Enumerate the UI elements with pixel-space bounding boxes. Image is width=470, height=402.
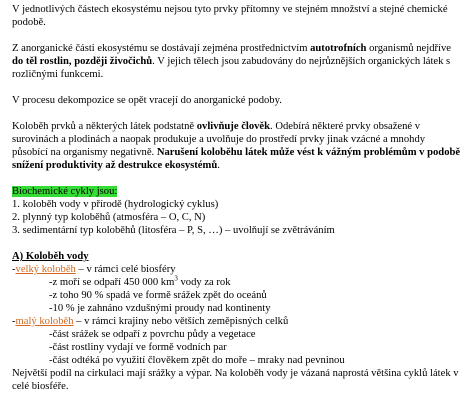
cycle-item: 1. koloběh vody v přírodě (hydrologický cyklus) xyxy=(12,199,219,210)
small-cycle-item: -část odtéká po využití člověkem zpět do moře – mraky nad pevninou xyxy=(49,355,345,366)
text: -z moří se odpaří 450 000 km xyxy=(49,277,175,288)
paragraph-decomposition: V procesu dekompozice se opět vracejí do anorganické podoby. xyxy=(12,95,282,106)
bold-text: ovlivňuje člověk xyxy=(196,121,271,132)
cycle-item: 3. sedimentární typ koloběhů (litosféra – P, S, …) – uvolňují se zvětráváním xyxy=(12,225,335,236)
text: vody za rok xyxy=(177,277,231,288)
text: – v rámci krajiny nebo větších zeměpisných celků xyxy=(73,316,289,327)
paragraph-intro: V jednotlivých částech ekosystému nejsou tyto prvky přítomny ve stejném množství a stejné chemické podobě. xyxy=(12,4,448,28)
big-cycle-line xyxy=(12,263,462,276)
highlighted-heading: Biochemické cykly jsou: xyxy=(12,186,118,197)
paragraph-closing: Největší podíl na cirkulaci mají srážky a výpar. Na koloběh vody je vázaná naprostá většina cyklů látek v celé biosféře. xyxy=(12,368,459,392)
paragraph-autotrophs xyxy=(12,42,462,81)
text: . Odebírá některé prvky obsažené v surovinách a plodinách a naopak produkuje a uvolňuje do prostředí prvky jinak vzácné a mnohdy působící na organismy negativně. xyxy=(12,121,426,158)
small-cycle-item: -část rostliny vydají ve formě vodních par xyxy=(49,342,227,353)
bold-text: Narušení koloběhu látek může vést k vážným problémům v podobě snížení produktivity až destrukce ekosystémů xyxy=(12,147,461,171)
bold-text: do těl rostlin, později živočichů xyxy=(12,56,153,67)
small-cycle-line xyxy=(12,315,462,328)
big-cycle-item: -z toho 90 % spadá ve formě srážek zpět do oceánů xyxy=(49,290,267,301)
big-cycle-item: -10 % je zahnáno vzdušnými proudy nad kontinenty xyxy=(49,303,271,314)
text: Z anorganické části ekosystému se dostávají zejména prostřednictvím xyxy=(12,43,311,54)
big-cycle-label: velký koloběh xyxy=(15,264,76,275)
small-cycle-item: -část srážek se odpaří z povrchu půdy a vegetace xyxy=(49,329,256,340)
water-cycle-heading xyxy=(12,250,462,263)
paragraph-human-impact xyxy=(12,120,462,172)
text: . xyxy=(217,160,220,171)
text: . V jejich tělech jsou zabudovány do nejrůznějších organických látek s rozličnými funkcemi. xyxy=(12,56,451,80)
cycles-heading xyxy=(12,185,462,198)
section-heading: A) Koloběh vody xyxy=(12,251,89,262)
cycle-item: 2. plynný typ koloběhů (atmosféra – O, C, N) xyxy=(12,212,206,223)
text: Koloběh prvků a některých látek podstatně xyxy=(12,121,197,132)
text: organismů nejdříve xyxy=(366,43,451,54)
dash: - xyxy=(12,316,16,327)
small-cycle-label: malý koloběh xyxy=(15,316,74,327)
bold-text: autotrofních xyxy=(310,43,367,54)
superscript: 3 xyxy=(174,274,178,283)
big-cycle-item xyxy=(12,276,462,289)
text: – v rámci celé biosféry xyxy=(75,264,176,275)
dash: - xyxy=(12,264,16,275)
